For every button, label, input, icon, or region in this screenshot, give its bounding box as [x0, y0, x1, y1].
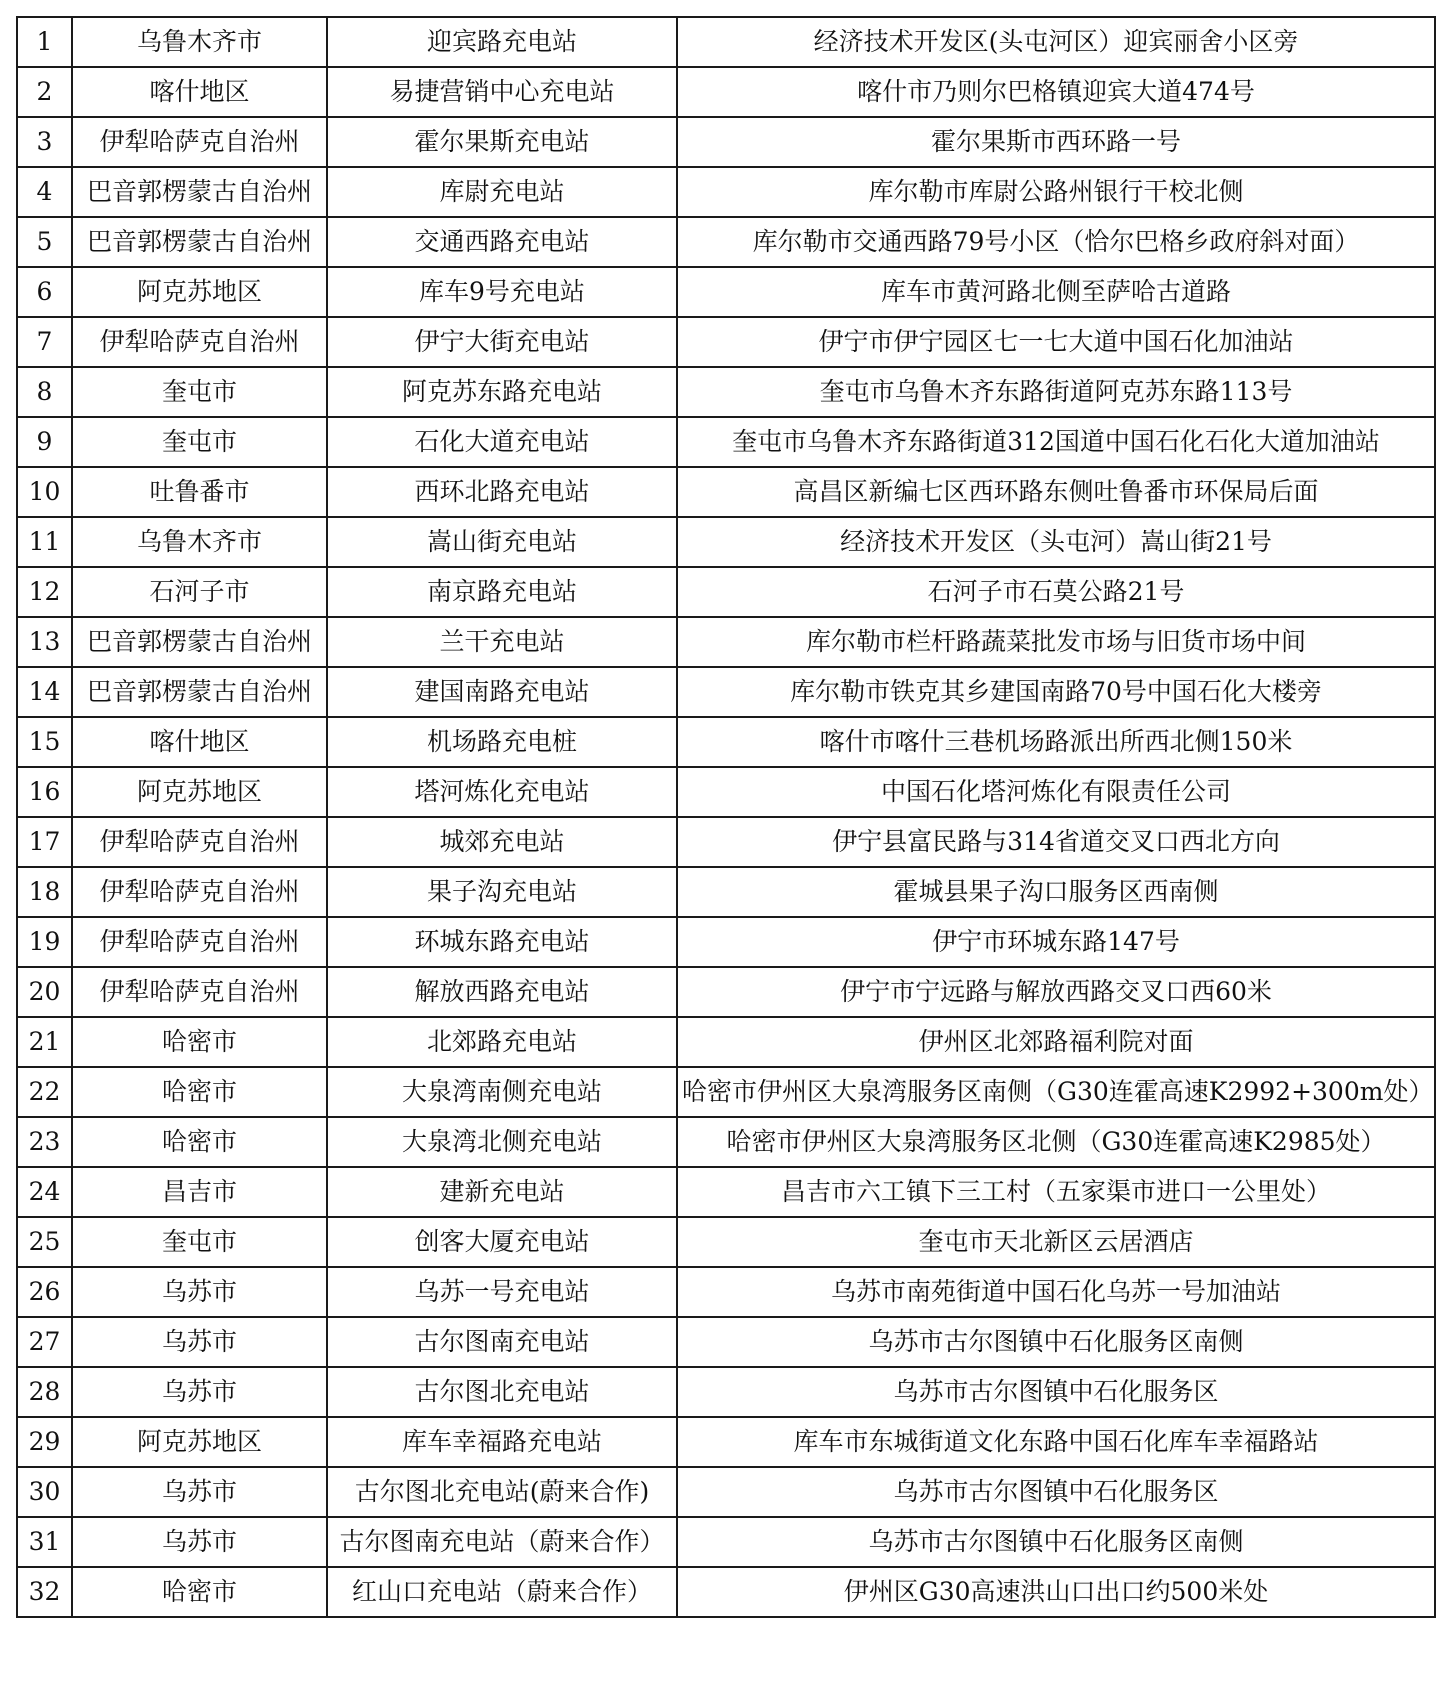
city-cell: 乌鲁木齐市: [72, 17, 327, 67]
row-number-cell: 13: [17, 617, 72, 667]
city-cell: 乌苏市: [72, 1367, 327, 1417]
row-number-cell: 22: [17, 1067, 72, 1117]
city-cell: 奎屯市: [72, 417, 327, 467]
address-cell: 奎屯市乌鲁木齐东路街道312国道中国石化石化大道加油站: [677, 417, 1435, 467]
address-cell: 库尔勒市交通西路79号小区（恰尔巴格乡政府斜对面）: [677, 217, 1435, 267]
table-row: [17, 1267, 1435, 1317]
station-name-cell: 库车幸福路充电站: [327, 1417, 677, 1467]
table-row: [17, 667, 1435, 717]
row-number-cell: 29: [17, 1417, 72, 1467]
table-row: [17, 717, 1435, 767]
city-cell: 伊犁哈萨克自治州: [72, 117, 327, 167]
city-cell: 伊犁哈萨克自治州: [72, 817, 327, 867]
row-number-cell: 2: [17, 67, 72, 117]
city-cell: 巴音郭楞蒙古自治州: [72, 617, 327, 667]
station-name-cell: 库尉充电站: [327, 167, 677, 217]
station-name-cell: 塔河炼化充电站: [327, 767, 677, 817]
row-number-cell: 20: [17, 967, 72, 1017]
station-name-cell: 大泉湾南侧充电站: [327, 1067, 677, 1117]
table-row: [17, 567, 1435, 617]
address-cell: 伊宁市环城东路147号: [677, 917, 1435, 967]
table-row: [17, 1317, 1435, 1367]
row-number-cell: 1: [17, 17, 72, 67]
address-cell: 石河子市石莫公路21号: [677, 567, 1435, 617]
address-cell: 乌苏市古尔图镇中石化服务区南侧: [677, 1517, 1435, 1567]
station-name-cell: 嵩山街充电站: [327, 517, 677, 567]
address-cell: 霍城县果子沟口服务区西南侧: [677, 867, 1435, 917]
address-cell: 库车市东城街道文化东路中国石化库车幸福路站: [677, 1417, 1435, 1467]
row-number-cell: 31: [17, 1517, 72, 1567]
station-name-cell: 古尔图北充电站: [327, 1367, 677, 1417]
row-number-cell: 15: [17, 717, 72, 767]
city-cell: 巴音郭楞蒙古自治州: [72, 217, 327, 267]
row-number-cell: 12: [17, 567, 72, 617]
table-row: [17, 367, 1435, 417]
city-cell: 伊犁哈萨克自治州: [72, 317, 327, 367]
city-cell: 乌苏市: [72, 1467, 327, 1517]
city-cell: 乌鲁木齐市: [72, 517, 327, 567]
city-cell: 乌苏市: [72, 1317, 327, 1367]
station-name-cell: 交通西路充电站: [327, 217, 677, 267]
station-name-cell: 北郊路充电站: [327, 1017, 677, 1067]
city-cell: 阿克苏地区: [72, 1417, 327, 1467]
city-cell: 喀什地区: [72, 67, 327, 117]
row-number-cell: 3: [17, 117, 72, 167]
city-cell: 巴音郭楞蒙古自治州: [72, 667, 327, 717]
table-row: [17, 1417, 1435, 1467]
city-cell: 伊犁哈萨克自治州: [72, 917, 327, 967]
address-cell: 昌吉市六工镇下三工村（五家渠市进口一公里处）: [677, 1167, 1435, 1217]
table-row: [17, 917, 1435, 967]
row-number-cell: 30: [17, 1467, 72, 1517]
city-cell: 哈密市: [72, 1067, 327, 1117]
table-row: [17, 317, 1435, 367]
address-cell: 库车市黄河路北侧至萨哈古道路: [677, 267, 1435, 317]
address-cell: 库尔勒市栏杆路蔬菜批发市场与旧货市场中间: [677, 617, 1435, 667]
table-row: [17, 217, 1435, 267]
table-row: [17, 1367, 1435, 1417]
row-number-cell: 26: [17, 1267, 72, 1317]
row-number-cell: 32: [17, 1567, 72, 1617]
table-row: [17, 417, 1435, 467]
address-cell: 伊州区北郊路福利院对面: [677, 1017, 1435, 1067]
station-name-cell: 阿克苏东路充电站: [327, 367, 677, 417]
city-cell: 吐鲁番市: [72, 467, 327, 517]
table-row: [17, 867, 1435, 917]
station-name-cell: 库车9号充电站: [327, 267, 677, 317]
city-cell: 石河子市: [72, 567, 327, 617]
row-number-cell: 14: [17, 667, 72, 717]
station-name-cell: 迎宾路充电站: [327, 17, 677, 67]
address-cell: 喀什市喀什三巷机场路派出所西北侧150米: [677, 717, 1435, 767]
station-name-cell: 环城东路充电站: [327, 917, 677, 967]
city-cell: 哈密市: [72, 1117, 327, 1167]
station-name-cell: 古尔图南充电站: [327, 1317, 677, 1367]
address-cell: 库尔勒市铁克其乡建国南路70号中国石化大楼旁: [677, 667, 1435, 717]
address-cell: 乌苏市古尔图镇中石化服务区: [677, 1367, 1435, 1417]
station-name-cell: 创客大厦充电站: [327, 1217, 677, 1267]
row-number-cell: 24: [17, 1167, 72, 1217]
row-number-cell: 7: [17, 317, 72, 367]
row-number-cell: 5: [17, 217, 72, 267]
table-body: [17, 17, 1435, 1617]
row-number-cell: 21: [17, 1017, 72, 1067]
table-row: [17, 1167, 1435, 1217]
row-number-cell: 9: [17, 417, 72, 467]
row-number-cell: 17: [17, 817, 72, 867]
address-cell: 中国石化塔河炼化有限责任公司: [677, 767, 1435, 817]
city-cell: 哈密市: [72, 1567, 327, 1617]
table-row: [17, 17, 1435, 67]
station-name-cell: 建国南路充电站: [327, 667, 677, 717]
row-number-cell: 25: [17, 1217, 72, 1267]
row-number-cell: 10: [17, 467, 72, 517]
station-name-cell: 兰干充电站: [327, 617, 677, 667]
station-name-cell: 乌苏一号充电站: [327, 1267, 677, 1317]
row-number-cell: 27: [17, 1317, 72, 1367]
row-number-cell: 28: [17, 1367, 72, 1417]
address-cell: 哈密市伊州区大泉湾服务区北侧（G30连霍高速K2985处）: [677, 1117, 1435, 1167]
table-row: [17, 617, 1435, 667]
station-name-cell: 南京路充电站: [327, 567, 677, 617]
address-cell: 伊州区G30高速洪山口出口约500米处: [677, 1567, 1435, 1617]
row-number-cell: 8: [17, 367, 72, 417]
table-row: [17, 517, 1435, 567]
address-cell: 乌苏市古尔图镇中石化服务区: [677, 1467, 1435, 1517]
table-row: [17, 1217, 1435, 1267]
address-cell: 伊宁市宁远路与解放西路交叉口西60米: [677, 967, 1435, 1017]
station-name-cell: 建新充电站: [327, 1167, 677, 1217]
city-cell: 阿克苏地区: [72, 767, 327, 817]
address-cell: 伊宁县富民路与314省道交叉口西北方向: [677, 817, 1435, 867]
table-row: [17, 67, 1435, 117]
row-number-cell: 11: [17, 517, 72, 567]
address-cell: 乌苏市古尔图镇中石化服务区南侧: [677, 1317, 1435, 1367]
station-name-cell: 解放西路充电站: [327, 967, 677, 1017]
table-row: [17, 167, 1435, 217]
city-cell: 奎屯市: [72, 1217, 327, 1267]
city-cell: 奎屯市: [72, 367, 327, 417]
city-cell: 阿克苏地区: [72, 267, 327, 317]
station-name-cell: 果子沟充电站: [327, 867, 677, 917]
table-row: [17, 117, 1435, 167]
city-cell: 巴音郭楞蒙古自治州: [72, 167, 327, 217]
table-row: [17, 1067, 1435, 1117]
table-row: [17, 1467, 1435, 1517]
row-number-cell: 4: [17, 167, 72, 217]
row-number-cell: 6: [17, 267, 72, 317]
address-cell: 经济技术开发区(头屯河区）迎宾丽舍小区旁: [677, 17, 1435, 67]
city-cell: 喀什地区: [72, 717, 327, 767]
charging-station-sheet: [16, 16, 1436, 1618]
address-cell: 霍尔果斯市西环路一号: [677, 117, 1435, 167]
city-cell: 昌吉市: [72, 1167, 327, 1217]
city-cell: 乌苏市: [72, 1517, 327, 1567]
city-cell: 伊犁哈萨克自治州: [72, 967, 327, 1017]
station-name-cell: 石化大道充电站: [327, 417, 677, 467]
city-cell: 哈密市: [72, 1017, 327, 1067]
station-name-cell: 城郊充电站: [327, 817, 677, 867]
station-name-cell: 机场路充电桩: [327, 717, 677, 767]
row-number-cell: 23: [17, 1117, 72, 1167]
station-name-cell: 大泉湾北侧充电站: [327, 1117, 677, 1167]
table-row: [17, 967, 1435, 1017]
table-row: [17, 467, 1435, 517]
city-cell: 乌苏市: [72, 1267, 327, 1317]
station-name-cell: 霍尔果斯充电站: [327, 117, 677, 167]
station-name-cell: 易捷营销中心充电站: [327, 67, 677, 117]
address-cell: 伊宁市伊宁园区七一七大道中国石化加油站: [677, 317, 1435, 367]
table-row: [17, 817, 1435, 867]
city-cell: 伊犁哈萨克自治州: [72, 867, 327, 917]
table-row: [17, 1567, 1435, 1617]
station-name-cell: 伊宁大街充电站: [327, 317, 677, 367]
row-number-cell: 18: [17, 867, 72, 917]
address-cell: 乌苏市南苑街道中国石化乌苏一号加油站: [677, 1267, 1435, 1317]
table-row: [17, 1117, 1435, 1167]
row-number-cell: 16: [17, 767, 72, 817]
address-cell: 奎屯市天北新区云居酒店: [677, 1217, 1435, 1267]
station-name-cell: 红山口充电站（蔚来合作）: [327, 1567, 677, 1617]
table-row: [17, 267, 1435, 317]
station-name-cell: 古尔图北充电站(蔚来合作): [327, 1467, 677, 1517]
row-number-cell: 19: [17, 917, 72, 967]
address-cell: 高昌区新编七区西环路东侧吐鲁番市环保局后面: [677, 467, 1435, 517]
charging-station-table: [16, 16, 1436, 1618]
address-cell: 喀什市乃则尔巴格镇迎宾大道474号: [677, 67, 1435, 117]
address-cell: 经济技术开发区（头屯河）嵩山街21号: [677, 517, 1435, 567]
address-cell: 哈密市伊州区大泉湾服务区南侧（G30连霍高速K2992+300m处）: [677, 1067, 1435, 1117]
table-row: [17, 1517, 1435, 1567]
station-name-cell: 西环北路充电站: [327, 467, 677, 517]
table-row: [17, 1017, 1435, 1067]
table-row: [17, 767, 1435, 817]
address-cell: 库尔勒市库尉公路州银行干校北侧: [677, 167, 1435, 217]
station-name-cell: 古尔图南充电站（蔚来合作）: [327, 1517, 677, 1567]
address-cell: 奎屯市乌鲁木齐东路街道阿克苏东路113号: [677, 367, 1435, 417]
